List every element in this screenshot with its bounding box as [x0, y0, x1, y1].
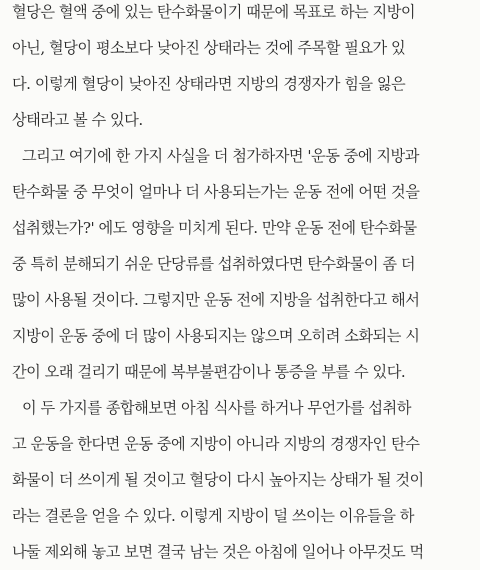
- text-line-10: 지방이 운동 중에 더 많이 사용되지는 않으며 오히려 소화되는 시: [12, 327, 420, 345]
- text-line-13: 고 운동을 한다면 운동 중에 지방이 아니라 지방의 경쟁자인 탄수: [12, 435, 420, 453]
- text-line-7: 섭취했는가?' 에도 영향을 미치게 된다. 만약 운동 전에 탄수화물: [12, 219, 417, 237]
- text-line-11: 간이 오래 걸리기 때문에 복부불편감이나 통증을 부를 수 있다.: [12, 363, 406, 381]
- text-line-4: 상태라고 볼 수 있다.: [12, 111, 143, 129]
- text-line-12: 이 두 가지를 종합해보면 아침 식사를 하거나 무언가를 섭취하: [22, 399, 411, 417]
- text-line-15: 라는 결론을 얻을 수 있다. 이렇게 지방이 덜 쓰이는 이유들을 하: [12, 507, 414, 525]
- text-line-16: 나둘 제외해 놓고 보면 결국 남는 것은 아침에 일어나 아무것도 먹: [12, 543, 424, 561]
- text-line-3: 다. 이렇게 혈당이 낮아진 상태라면 지방의 경쟁자가 힘을 잃은: [12, 75, 406, 93]
- text-line-2: 아닌, 혈당이 평소보다 낮아진 상태라는 것에 주목할 필요가 있: [12, 39, 406, 57]
- text-line-6: 탄수화물 중 무엇이 얼마나 더 사용되는가는 운동 전에 어떤 것을: [12, 183, 420, 201]
- text-line-14: 화물이 더 쓰이게 될 것이고 혈당이 다시 높아지는 상태가 될 것이: [12, 471, 424, 489]
- text-line-1: 혈당은 혈액 중에 있는 탄수화물이기 때문에 목표로 하는 지방이: [12, 3, 416, 21]
- text-line-9: 많이 사용될 것이다. 그렇지만 운동 전에 지방을 섭취한다고 해서: [12, 291, 420, 309]
- text-line-8: 중 특히 분해되기 쉬운 단당류를 섭취하였다면 탄수화물이 좀 더: [12, 255, 416, 273]
- text-line-5: 그리고 여기에 한 가지 사실을 더 첨가하자면 '운동 중에 지방과: [22, 147, 419, 165]
